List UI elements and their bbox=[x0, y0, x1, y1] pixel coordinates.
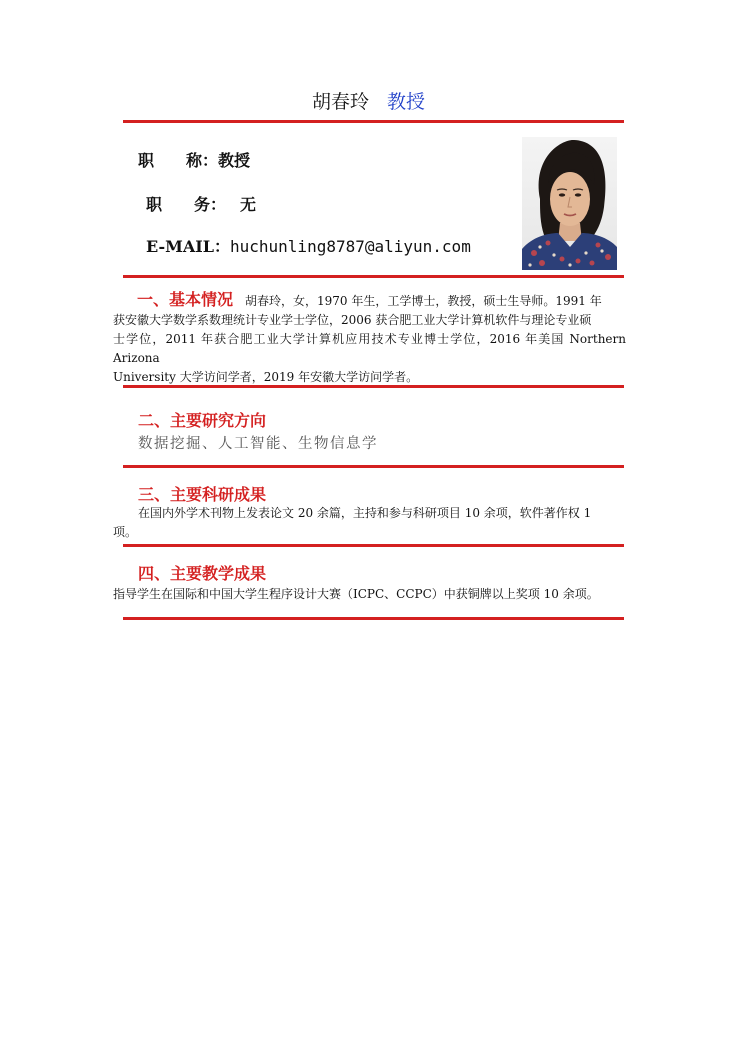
divider-top bbox=[123, 120, 624, 123]
text-line: 士学位，2011 年获合肥工业大学计算机应用技术专业博士学位，2016 年美国 Northern Arizona bbox=[113, 332, 626, 365]
research-interests: 数据挖掘、人工智能、生物信息学 bbox=[138, 436, 378, 452]
section-basic-info bbox=[113, 290, 626, 387]
divider-profile bbox=[123, 275, 624, 278]
text-line: University 大学访问学者，2019 年安徽大学访问学者。 bbox=[113, 370, 419, 384]
position-value: 无 bbox=[240, 195, 257, 214]
section-heading: 二、主要研究方向 bbox=[138, 411, 267, 430]
section-heading: 四、主要教学成果 bbox=[138, 564, 267, 583]
email-value[interactable]: huchunling8787@aliyun.com bbox=[230, 237, 471, 256]
title-field bbox=[138, 150, 250, 172]
divider-bottom bbox=[123, 617, 624, 620]
page-title bbox=[0, 88, 737, 116]
email-field bbox=[146, 236, 471, 258]
divider-section-3 bbox=[123, 544, 624, 547]
divider-section-1 bbox=[123, 385, 624, 388]
text-line: 获安徽大学数学系数理统计专业学士学位，2006 获合肥工业大学计算机软件与理论专业硕 bbox=[113, 313, 592, 327]
title-label: 职 称： bbox=[138, 151, 219, 170]
text-line: 在国内外学术刊物上发表论文 20 余篇，主持和参与科研项目 10 余项，软件著作权 1 bbox=[138, 506, 592, 520]
email-label: E-MAIL： bbox=[146, 237, 230, 256]
text-line: 胡春玲，女，1970 年生，工学博士，教授，硕士生导师。1991 年 bbox=[245, 294, 602, 308]
portrait-photo bbox=[522, 137, 617, 270]
section-heading: 一、基本情况 bbox=[137, 290, 234, 309]
basic-info-text bbox=[113, 290, 626, 387]
position-field bbox=[146, 194, 256, 216]
teaching-results-text: 指导学生在国际和中国大学生程序设计大赛（ICPC、CCPC）中获铜牌以上奖项 10 余项。 bbox=[113, 587, 599, 601]
title-value: 教授 bbox=[218, 151, 251, 170]
text-line: 项。 bbox=[113, 525, 138, 539]
divider-section-2 bbox=[123, 465, 624, 468]
position-label: 职 务： bbox=[146, 195, 227, 214]
research-results-text bbox=[113, 504, 626, 542]
section-heading: 三、主要科研成果 bbox=[138, 485, 267, 504]
person-name: 胡春玲 bbox=[311, 91, 369, 113]
person-rank: 教授 bbox=[387, 91, 426, 113]
